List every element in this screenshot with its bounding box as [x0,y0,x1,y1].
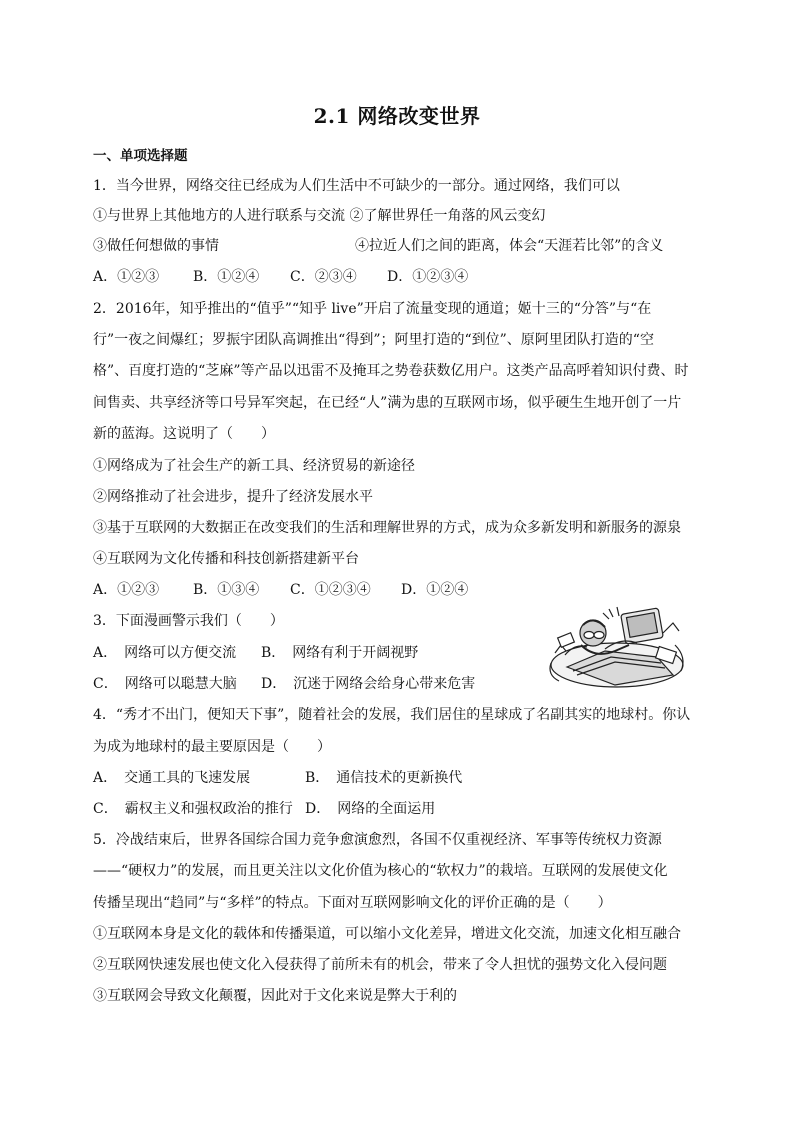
page-title: 2.1 网络改变世界 [313,104,481,128]
q5-stem-line2: ——“硬权力”的发展，而且更关注以文化价值为核心的“软权力”的栽培。互联网的发展使文化 [93,863,668,879]
q4-stem-line2: 为成为地球村的最主要原因是（ ） [93,739,331,755]
q2-choice-c: C．①②③④ [290,582,371,598]
q1-options-line2 [93,237,703,255]
q2-stem-line3: 格”、百度打造的“芝麻”等产品以迅雷不及掩耳之势卷获数亿用户。这类产品高呼着知识付费、时 [93,363,689,379]
q4-choice-c: C． 霸权主义和强权政治的推行 [93,801,293,817]
q2-item-3: ③基于互联网的大数据正在改变我们的生活和理解世界的方式，成为众多新发明和新服务的源泉 [93,520,681,536]
q3-choice-b: B． 网络有利于开阔视野 [261,645,419,661]
q5-item-1: ①互联网本身是文化的载体和传播渠道，可以缩小文化差异，增进文化交流，加速文化相互融合 [93,926,681,942]
q2-item-4: ④互联网为文化传播和科技创新搭建新平台 [93,551,359,567]
q1-option-4: ④拉近人们之间的距离，体会“天涯若比邻”的含义 [355,238,664,254]
q3-choice-c: C． 网络可以聪慧大脑 [93,676,237,692]
q2-choice-d: D．①②④ [401,582,469,598]
section-heading: 一、单项选择题 [93,148,188,164]
q1-choice-d: D．①②③④ [387,269,469,285]
q1-choices [93,268,513,286]
q1-stem: 1．当今世界，网络交往已经成为人们生活中不可缺少的一部分。通过网络，我们可以 [93,178,620,194]
cartoon-illustration [545,605,690,690]
q4-choice-b: B． 通信技术的更新换代 [305,770,463,786]
q2-stem-line2: 行”一夜之间爆红；罗振宇团队高调推出“得到”；阿里打造的“到位”、原阿里团队打造的“空 [93,332,654,348]
q2-item-2: ②网络推动了社会进步，提升了经济发展水平 [93,489,373,505]
q5-item-3: ③互联网会导致文化颠覆，因此对于文化来说是弊大于利的 [93,988,457,1004]
q2-choice-a: A．①②③ [93,582,160,598]
q3-choices-row1 [93,644,513,662]
q2-choices [93,581,513,599]
q3-choice-d: D． 沉迷于网络会给身心带来危害 [261,676,476,692]
q1-choice-a: A．①②③ [93,269,160,285]
q1-choice-b: B．①②④ [193,269,260,285]
q2-stem-line1: 2．2016年，知乎推出的“值乎”“知乎 live”开启了流量变现的通道；姬十三的“分答”与“在 [93,301,652,317]
q2-choice-b: B．①③④ [193,582,260,598]
q2-item-1: ①网络成为了社会生产的新工具、经济贸易的新途径 [93,458,415,474]
q4-choice-d: D． 网络的全面运用 [305,801,436,817]
q4-choices-row2 [93,800,513,818]
q2-stem-line4: 间售卖、共享经济等口号异军突起，在已经“人”满为患的互联网市场，似乎硬生生地开创了一片 [93,395,682,411]
q5-stem-line1: 5．冷战结束后，世界各国综合国力竞争愈演愈烈，各国不仅重视经济、军事等传统权力资源 [93,832,662,848]
q3-stem: 3．下面漫画警示我们（ ） [93,613,284,629]
q1-options-line1: ①与世界上其他地方的人进行联系与交流 ②了解世界任一角落的风云变幻 [93,208,546,224]
q3-choice-a: A． 网络可以方便交流 [93,645,237,661]
q2-stem-line5: 新的蓝海。这说明了（ ） [93,426,275,442]
q3-choices-row2 [93,675,513,693]
q1-choice-c: C．②③④ [290,269,357,285]
q4-stem-line1: 4．“秀才不出门，便知天下事”，随着社会的发展，我们居住的星球成了名副其实的地球村。你认 [93,707,691,723]
q4-choices-row1 [93,769,513,787]
q4-choice-a: A． 交通工具的飞速发展 [93,770,251,786]
q5-item-2: ②互联网快速发展也使文化入侵获得了前所未有的机会，带来了令人担忧的强势文化入侵问题 [93,957,667,973]
q1-option-3: ③做任何想做的事情 [93,238,219,254]
q5-stem-line3: 传播呈现出“趋同”与“多样”的特点。下面对互联网影响文化的评价正确的是（ ） [93,895,612,911]
